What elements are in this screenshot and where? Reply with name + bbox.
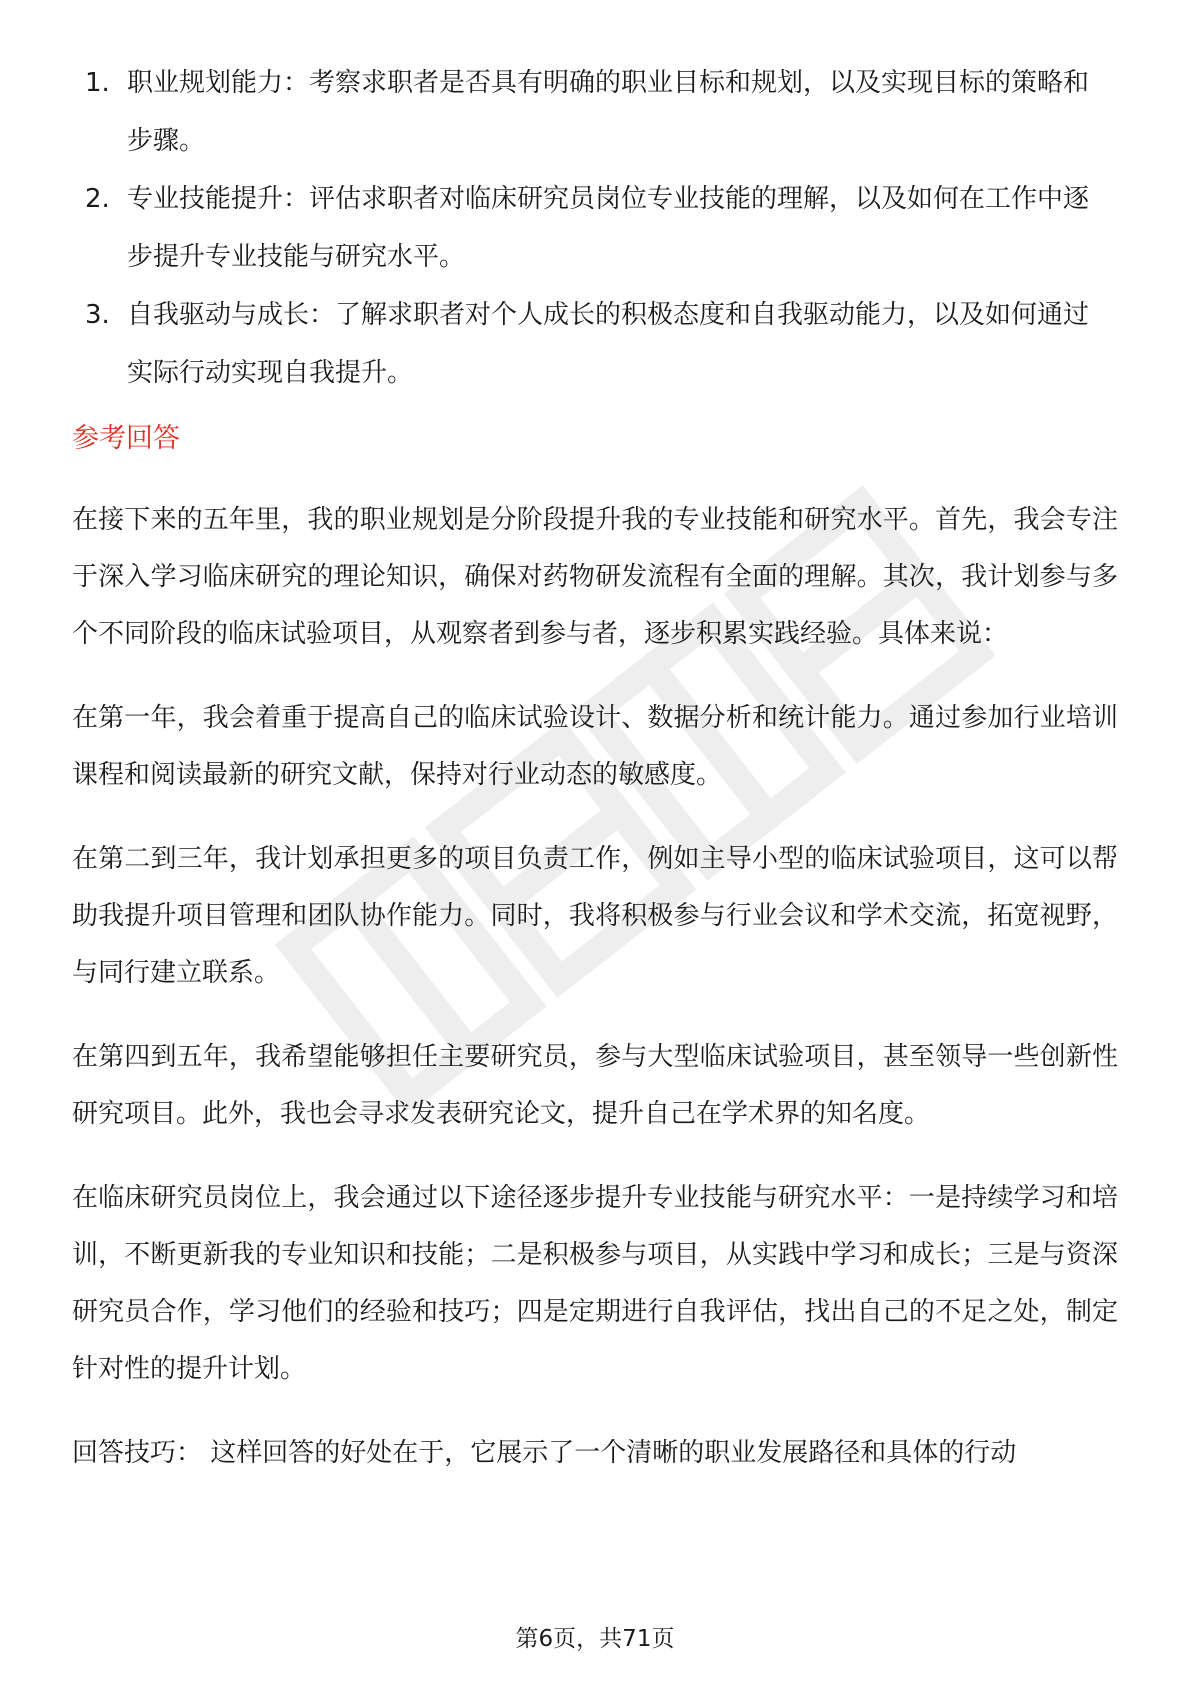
reference-answer-heading: 参考回答: [72, 423, 180, 454]
answer-paragraph: 在接下来的五年里，我的职业规划是分阶段提升我的专业技能和研究水平。首先，我会专注于深入学习临床研究的理论知识，确保对药物研发流程有全面的理解。其次，我计划参与多个不同阶段的临床试验项目，从观察者到参与者，逐步积累实践经验。具体来说：: [72, 505, 1118, 649]
criteria-number: 2.: [85, 184, 110, 214]
criteria-number: 1.: [85, 68, 110, 98]
criteria-text: 专业技能提升：评估求职者对临床研究员岗位专业技能的理解，以及如何在工作中逐步提升专业技能与研究水平。: [127, 184, 1090, 272]
criteria-item: [72, 286, 1112, 402]
criteria-item: [72, 170, 1112, 286]
answer-paragraph: 在第一年，我会着重于提高自己的临床试验设计、数据分析和统计能力。通过参加行业培训课程和阅读最新的研究文献，保持对行业动态的敏感度。: [72, 703, 1118, 790]
answer-paragraph: 在临床研究员岗位上，我会通过以下途径逐步提升专业技能与研究水平：一是持续学习和培训，不断更新我的专业知识和技能；二是积极参与项目，从实践中学习和成长；三是与资深研究员合作，学习他们的经验和技巧；四是定期进行自我评估，找出自己的不足之处，制定针对性的提升计划。: [72, 1183, 1118, 1384]
answer-paragraph: 在第二到三年，我计划承担更多的项目负责工作，例如主导小型的临床试验项目，这可以帮助我提升项目管理和团队协作能力。同时，我将积极参与行业会议和学术交流，拓宽视野，与同行建立联系。: [72, 844, 1118, 988]
criteria-item: [72, 54, 1112, 170]
reference-answer-body: [72, 492, 1118, 1509]
criteria-number: 3.: [85, 300, 110, 330]
page-number-footer: 第6页，共71页: [515, 1626, 675, 1652]
answer-tips-paragraph: 回答技巧： 这样回答的好处在于，它展示了一个清晰的职业发展路径和具体的行动: [72, 1438, 1017, 1468]
criteria-text: 自我驱动与成长：了解求职者对个人成长的积极态度和自我驱动能力，以及如何通过实际行动实现自我提升。: [127, 300, 1090, 388]
criteria-text: 职业规划能力：考察求职者是否具有明确的职业目标和规划，以及实现目标的策略和步骤。: [127, 68, 1090, 156]
evaluation-criteria-list: [72, 54, 1112, 402]
answer-paragraph: 在第四到五年，我希望能够担任主要研究员，参与大型临床试验项目，甚至领导一些创新性研究项目。此外，我也会寻求发表研究论文，提升自己在学术界的知名度。: [72, 1042, 1118, 1129]
